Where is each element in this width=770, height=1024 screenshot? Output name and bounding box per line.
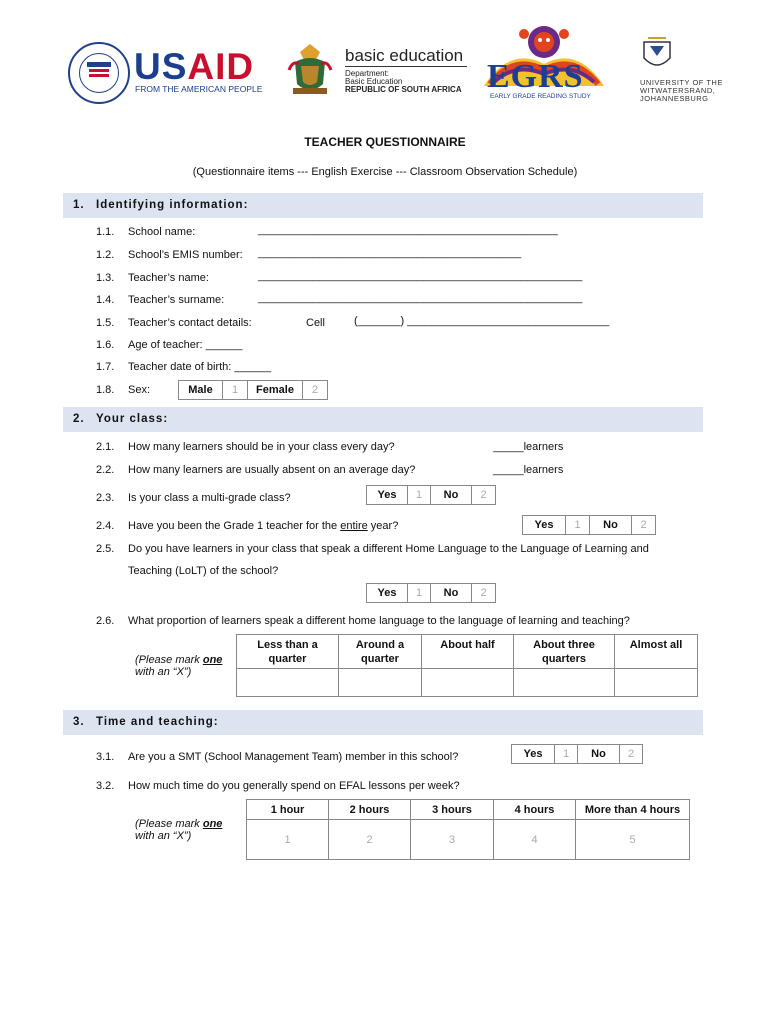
yes-option[interactable]: Yes	[367, 486, 408, 504]
section-2-header: 2. Your class:	[63, 407, 703, 432]
q2-4-text: Have you been the Grade 1 teacher for the entire year?	[128, 520, 399, 532]
sex-male-option[interactable]: Male	[179, 381, 223, 399]
efal-note: (Please mark one with an “X”)	[135, 817, 223, 842]
efal-header: 1 hour	[247, 800, 329, 820]
efal-option-cell[interactable]: 4	[494, 820, 576, 860]
section-1-header: 1. Identifying information:	[63, 193, 703, 218]
efal-header: More than 4 hours	[576, 800, 690, 820]
usaid-tagline: FROM THE AMERICAN PEOPLE	[135, 84, 263, 94]
q3-2-text: How much time do you generally spend on EFAL lessons per week?	[128, 780, 460, 792]
item-number: 2.2.	[96, 464, 115, 476]
item-number: 2.3.	[96, 492, 115, 504]
proportion-mark-cell[interactable]	[422, 669, 514, 697]
item-number: 2.4.	[96, 520, 115, 532]
proportion-header: Less than a quarter	[237, 635, 339, 669]
teacher-surname-label: Teacher’s surname:	[128, 294, 225, 306]
yes-code: 1	[408, 486, 431, 504]
q2-6-text: What proportion of learners speak a different home language to the language of learning and teaching?	[128, 615, 630, 627]
teacher-dob-field[interactable]: Teacher date of birth: ______	[128, 361, 272, 373]
sex-female-code: 2	[311, 384, 319, 396]
proportion-mark-cell[interactable]	[514, 669, 615, 697]
efal-option-cell[interactable]: 2	[329, 820, 411, 860]
efal-header: 3 hours	[411, 800, 494, 820]
usaid-seal	[68, 42, 130, 104]
emis-label: School’s EMIS number:	[128, 249, 243, 261]
proportion-note: (Please mark one with an “X”)	[135, 653, 223, 678]
dbe-divider	[345, 66, 467, 67]
item-number: 2.1.	[96, 441, 115, 453]
dbe-line1: Department:	[345, 69, 390, 78]
dbe-line2: Basic Education	[345, 77, 403, 86]
proportion-header: Almost all	[615, 635, 698, 669]
cell-label: Cell	[306, 317, 325, 329]
egrs-tagline: EARLY GRADE READING STUDY	[490, 93, 591, 100]
item-number: 1.2.	[96, 249, 115, 261]
item-number: 1.4.	[96, 294, 115, 306]
no-option[interactable]: No	[590, 516, 632, 534]
q3-1-options	[511, 744, 643, 764]
teacher-name-label: Teacher’s name:	[128, 272, 209, 284]
q2-1-text: How many learners should be in your class every day?	[128, 441, 395, 453]
q2-3-options	[366, 485, 496, 505]
item-number: 1.6.	[96, 339, 115, 351]
teacher-surname-field[interactable]: _____________________________________________________	[258, 292, 583, 304]
sex-male-code: 1	[223, 381, 248, 399]
q2-1-answer-field[interactable]: _____learners	[493, 441, 564, 453]
item-number: 3.2.	[96, 780, 115, 792]
yes-code: 1	[408, 584, 431, 602]
emis-field[interactable]: ___________________________________________	[258, 247, 522, 259]
proportion-table	[127, 634, 698, 697]
no-code: 2	[627, 748, 635, 760]
item-number: 3.1.	[96, 751, 115, 763]
item-number: 1.7.	[96, 361, 115, 373]
q2-5-options	[366, 583, 496, 603]
q2-4-options	[522, 515, 656, 535]
teacher-age-field[interactable]: Age of teacher: ______	[128, 339, 243, 351]
yes-code: 1	[555, 745, 578, 763]
dbe-line3: REPUBLIC OF SOUTH AFRICA	[345, 85, 462, 94]
usaid-wordmark: USAID	[134, 46, 255, 87]
item-number: 1.1.	[96, 226, 115, 238]
no-option[interactable]: No	[431, 486, 472, 504]
q3-1-text: Are you a SMT (School Management Team) member in this school?	[128, 751, 459, 763]
no-code: 2	[640, 519, 647, 531]
item-number: 1.3.	[96, 272, 115, 284]
proportion-header: Around a quarter	[339, 635, 422, 669]
item-number: 1.5.	[96, 317, 115, 329]
efal-time-table	[127, 799, 690, 860]
contact-label: Teacher’s contact details:	[128, 317, 252, 329]
no-code: 2	[480, 489, 487, 501]
dbe-title: basic education	[345, 46, 464, 65]
wits-line1: UNIVERSITY OF THE	[640, 78, 723, 87]
q2-5-text-cont: Teaching (LoLT) of the school?	[128, 565, 279, 577]
cell-number-field[interactable]: (_______) _________________________________	[354, 315, 610, 327]
item-number: 2.6.	[96, 615, 115, 627]
wits-line3: JOHANNESBURG	[640, 94, 709, 103]
no-option[interactable]: No	[431, 584, 472, 602]
teacher-name-field[interactable]: _____________________________________________________	[258, 270, 583, 282]
yes-code: 1	[566, 516, 590, 534]
proportion-mark-cell[interactable]	[615, 669, 698, 697]
yes-option[interactable]: Yes	[523, 516, 566, 534]
proportion-header: About half	[422, 635, 514, 669]
coat-of-arms-icon	[283, 40, 337, 98]
sex-female-option[interactable]: Female	[248, 381, 303, 399]
page-subtitle: (Questionnaire items --- English Exercise --- Classroom Observation Schedule)	[192, 166, 578, 178]
efal-option-cell[interactable]: 5	[576, 820, 690, 860]
efal-header: 2 hours	[329, 800, 411, 820]
proportion-header: About three quarters	[514, 635, 615, 669]
efal-option-cell[interactable]: 1	[247, 820, 329, 860]
sex-label: Sex:	[128, 384, 151, 396]
page-title: TEACHER QUESTIONNAIRE	[304, 135, 466, 149]
item-number: 2.5.	[96, 543, 115, 555]
q2-5-text: Do you have learners in your class that speak a different Home Language to the Language of Learning and	[128, 543, 649, 555]
school-name-label: School name:	[128, 226, 196, 238]
sex-options	[178, 380, 328, 400]
proportion-mark-cell[interactable]	[237, 669, 339, 697]
q2-2-text: How many learners are usually absent on an average day?	[128, 464, 416, 476]
q2-2-answer-field[interactable]: _____learners	[493, 464, 564, 476]
proportion-mark-cell[interactable]	[339, 669, 422, 697]
yes-option[interactable]: Yes	[512, 745, 555, 763]
wits-crest-icon	[640, 36, 674, 76]
no-option[interactable]: No	[578, 745, 620, 763]
egrs-wordmark: EGRS	[487, 58, 584, 95]
item-number: 1.8.	[96, 384, 115, 396]
no-code: 2	[480, 587, 487, 599]
efal-option-cell[interactable]: 3	[411, 820, 494, 860]
school-name-field[interactable]: _________________________________________________	[258, 224, 558, 236]
q2-3-text: Is your class a multi-grade class?	[128, 492, 291, 504]
wits-line2: WITWATERSRAND,	[640, 86, 716, 95]
section-3-header: 3. Time and teaching:	[63, 710, 703, 735]
efal-header: 4 hours	[494, 800, 576, 820]
yes-option[interactable]: Yes	[367, 584, 408, 602]
